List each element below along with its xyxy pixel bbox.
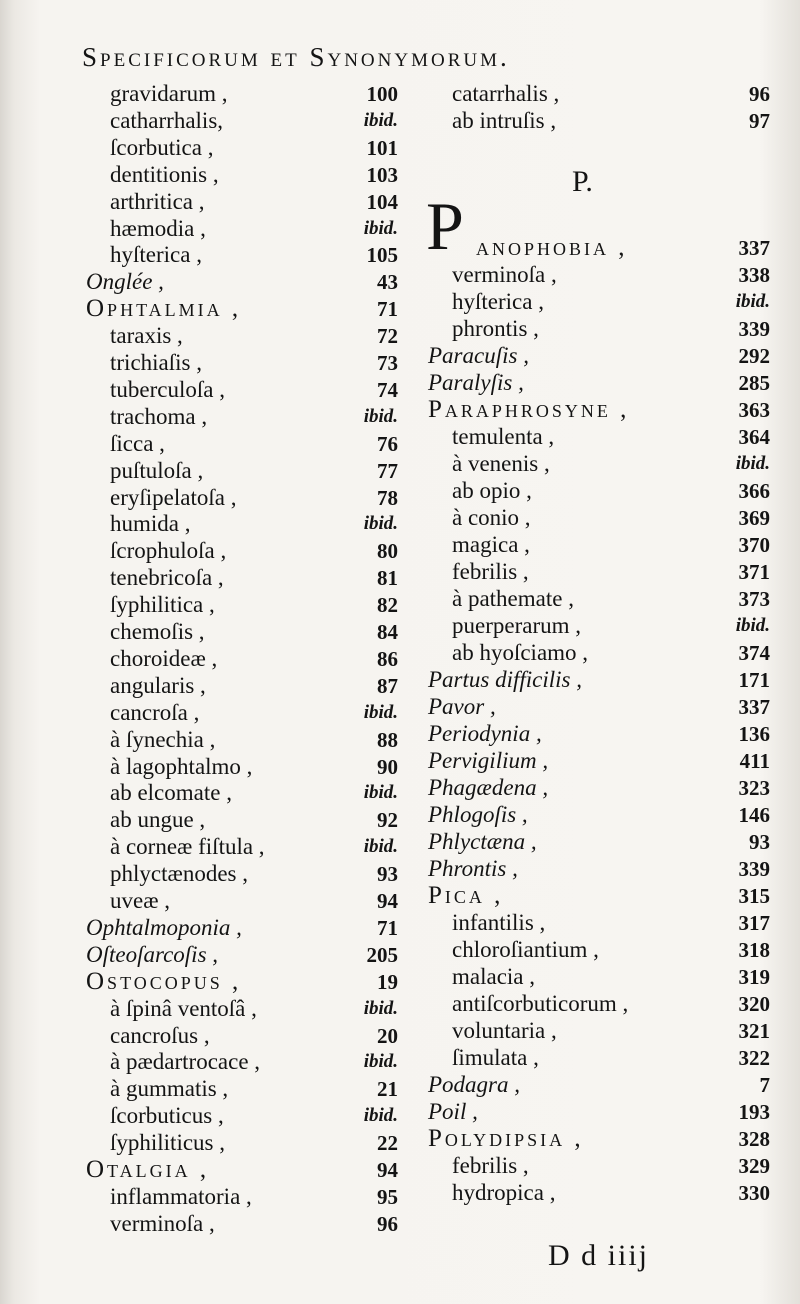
index-term: cancroſus , (110, 1023, 210, 1048)
index-entry (86, 241, 406, 269)
index-term: ſcorbutica , (110, 135, 214, 160)
page-reference: 96 (749, 82, 770, 106)
page-reference: 339 (738, 857, 770, 881)
index-term: gravidarum , (110, 81, 228, 106)
index-entry (86, 645, 406, 673)
index-term: Phrontis , (428, 856, 518, 881)
page-reference: 370 (738, 533, 770, 557)
index-entry (86, 1102, 406, 1130)
index-term: trachoma , (110, 404, 208, 429)
page-reference: 193 (738, 1100, 770, 1124)
page-reference: 93 (749, 830, 770, 854)
index-entry (86, 618, 406, 646)
index-term: phrontis , (452, 316, 539, 341)
index-entry (86, 1183, 406, 1211)
index-entry (428, 396, 770, 424)
page-reference: 80 (377, 539, 398, 563)
page-reference: 22 (377, 1131, 398, 1155)
index-term: Podagra , (428, 1072, 520, 1097)
index-term: inflammatoria , (110, 1184, 252, 1209)
index-term: ſyphilitica , (110, 592, 215, 617)
index-term: hyſterica , (110, 242, 202, 267)
index-entry (428, 1017, 770, 1045)
index-entry (428, 747, 770, 775)
page-reference: ibid. (363, 513, 398, 534)
index-term: chemoſis , (110, 619, 205, 644)
signature-mark: D d iiij (548, 1239, 650, 1272)
page-reference: 317 (738, 911, 770, 935)
index-entry (428, 342, 770, 370)
index-term: à corneæ fiſtula , (110, 834, 265, 859)
index-entry (428, 909, 770, 937)
page-reference: 136 (738, 722, 770, 746)
index-entry (86, 1022, 406, 1050)
index-entry (86, 376, 406, 404)
index-term: malacia , (452, 964, 536, 989)
page-reference: 94 (377, 889, 398, 913)
page-reference: 205 (366, 943, 398, 967)
index-term: ſyphiliticus , (110, 1130, 225, 1155)
index-entry (86, 349, 406, 377)
page-reference: 321 (738, 1019, 770, 1043)
index-term: hyſterica , (452, 289, 544, 314)
index-term: eryſipelatoſa , (110, 485, 237, 510)
index-term: choroideæ , (110, 646, 218, 671)
index-entry (86, 1129, 406, 1157)
page-reference: 95 (377, 1185, 398, 1209)
page-reference: ibid. (735, 615, 770, 636)
index-term: antiſcorbuticorum , (452, 991, 629, 1016)
index-entry (86, 134, 406, 162)
index-entry (428, 1179, 770, 1207)
page-reference: 320 (738, 992, 770, 1016)
page-reference: 338 (738, 263, 770, 287)
page-reference: ibid. (735, 291, 770, 312)
page-reference: 337 (738, 236, 770, 260)
index-entry (86, 672, 406, 700)
index-term: à pædartrocace , (110, 1049, 261, 1074)
page-reference: 322 (738, 1046, 770, 1070)
index-term: ſcrophuloſa , (110, 538, 227, 563)
index-entry (86, 779, 406, 807)
index-term: tenebricoſa , (110, 565, 224, 590)
index-term: à pathemate , (452, 586, 574, 611)
index-term: Phlyctæna , (428, 829, 537, 854)
index-entry (86, 295, 406, 323)
page-reference: 21 (377, 1077, 398, 1101)
page-reference: 97 (749, 109, 770, 133)
page-reference: 330 (738, 1181, 770, 1205)
index-term: ab ungue , (110, 807, 206, 832)
index-term: phlyctænodes , (110, 861, 248, 886)
index-term: ſicca , (110, 431, 165, 456)
index-entry (428, 531, 770, 559)
page-reference: 73 (377, 351, 398, 375)
index-term: verminoſa , (110, 1211, 215, 1236)
index-term: chloroſiantium , (452, 937, 599, 962)
page-reference: 171 (738, 668, 770, 692)
index-term: Paracuſis , (428, 343, 529, 368)
index-term: Pavor , (428, 694, 496, 719)
page-reference: 374 (738, 641, 770, 665)
index-entry (86, 941, 406, 969)
index-term: puerperarum , (452, 613, 581, 638)
index-entry (86, 699, 406, 727)
index-term: à ſpinâ ventoſâ , (110, 996, 257, 1021)
index-entry (428, 369, 770, 397)
index-entry (428, 963, 770, 991)
page-reference: 71 (377, 297, 398, 321)
index-entry (428, 774, 770, 802)
page-reference: ibid. (363, 782, 398, 803)
index-entry (86, 860, 406, 888)
index-term: catharrhalis, (110, 108, 224, 133)
index-entry (428, 107, 770, 135)
index-term: Otalgia , (86, 1156, 210, 1183)
index-entry (86, 430, 406, 458)
page-reference: ibid. (363, 1105, 398, 1126)
index-term: tuberculoſa , (110, 377, 225, 402)
index-entry (86, 806, 406, 834)
index-entry (86, 887, 406, 915)
index-entry (86, 833, 406, 861)
index-entry (86, 1048, 406, 1076)
index-term: Pica , (428, 882, 504, 909)
section-letter-heading: P. (572, 165, 593, 198)
index-entry (428, 1152, 770, 1180)
index-entry (86, 188, 406, 216)
index-entry (428, 720, 770, 748)
index-term: angularis , (110, 673, 206, 698)
page-reference: ibid. (363, 406, 398, 427)
index-term: Ostocopus , (86, 968, 242, 995)
index-term: à lagophtalmo , (110, 754, 253, 779)
page-reference: 323 (738, 776, 770, 800)
index-entry (86, 457, 406, 485)
index-term: ab opio , (452, 478, 532, 503)
index-term: Paralyſis , (428, 370, 524, 395)
index-entry (428, 261, 770, 289)
page-reference: 72 (377, 324, 398, 348)
page-reference: 285 (738, 371, 770, 395)
page-reference: 88 (377, 728, 398, 752)
index-term: Phagædena , (428, 775, 549, 800)
page-reference: ibid. (363, 1051, 398, 1072)
index-entry (428, 234, 770, 262)
index-entry (428, 1125, 770, 1153)
page-reference: ibid. (363, 218, 398, 239)
index-entry (428, 1071, 770, 1099)
index-entry (86, 537, 406, 565)
index-term: temulenta , (452, 424, 555, 449)
index-term: dentitionis , (110, 162, 219, 187)
index-entry (428, 585, 770, 613)
index-entry (428, 828, 770, 856)
page-reference: ibid. (363, 110, 398, 131)
index-entry (86, 484, 406, 512)
index-term: puſtuloſa , (110, 458, 204, 483)
drop-capital: P (426, 188, 464, 264)
page-reference: 364 (738, 425, 770, 449)
index-term: cancroſa , (110, 700, 200, 725)
page-reference: ibid. (363, 998, 398, 1019)
index-entry (86, 80, 406, 108)
index-term: Polydipsia , (428, 1125, 584, 1152)
index-term: Pervigilium , (428, 748, 549, 773)
page-reference: 103 (366, 163, 398, 187)
page-reference: ibid. (363, 702, 398, 723)
page-reference: 93 (377, 862, 398, 886)
page-reference: 82 (377, 593, 398, 617)
page-reference: 366 (738, 479, 770, 503)
page-reference: 411 (739, 749, 770, 773)
page-reference: 292 (738, 344, 770, 368)
page-reference: 90 (377, 755, 398, 779)
index-term: Ophtalmia , (86, 295, 242, 322)
index-term: catarrhalis , (452, 81, 560, 106)
index-entry (428, 477, 770, 505)
page-reference: 146 (738, 803, 770, 827)
index-term: magica , (452, 532, 530, 557)
index-term: Oſteoſarcoſis , (86, 942, 219, 967)
index-term: à venenis , (452, 451, 550, 476)
index-term: voluntaria , (452, 1018, 557, 1043)
index-entry (428, 882, 770, 910)
index-term: verminoſa , (452, 262, 557, 287)
index-entry (86, 403, 406, 431)
page-reference: ibid. (735, 453, 770, 474)
index-entry (86, 914, 406, 942)
page-reference: 371 (738, 560, 770, 584)
index-entry (86, 591, 406, 619)
index-entry (428, 855, 770, 883)
index-term: uveæ , (110, 888, 171, 913)
index-entry (86, 1210, 406, 1238)
page-reference: 337 (738, 695, 770, 719)
index-entry (428, 801, 770, 829)
index-term: ab elcomate , (110, 780, 232, 805)
page-reference: 315 (738, 884, 770, 908)
index-entry (86, 215, 406, 243)
index-term: à gummatis , (110, 1076, 229, 1101)
page-reference: 96 (377, 1212, 398, 1236)
index-term: trichiaſis , (110, 350, 202, 375)
index-entry (428, 80, 770, 108)
index-term: Onglée , (86, 269, 164, 294)
page-reference: 104 (366, 190, 398, 214)
page-reference: 43 (377, 270, 398, 294)
page-reference: 328 (738, 1127, 770, 1151)
index-entry (428, 693, 770, 721)
index-entry (428, 990, 770, 1018)
index-entry (428, 288, 770, 316)
index-entry (86, 510, 406, 538)
index-term: ſimulata , (452, 1045, 539, 1070)
index-term: Poil , (428, 1099, 478, 1124)
index-entry (428, 612, 770, 640)
index-entry (428, 666, 770, 694)
index-term: febrilis , (452, 1153, 529, 1178)
page-reference: 78 (377, 486, 398, 510)
page-reference: 363 (738, 398, 770, 422)
page-reference: 87 (377, 674, 398, 698)
index-entry (86, 753, 406, 781)
page-reference: 71 (377, 916, 398, 940)
index-term: ab intruſis , (452, 108, 557, 133)
index-entry (86, 161, 406, 189)
index-entry (86, 968, 406, 996)
page-reference: 74 (377, 378, 398, 402)
page-reference: 369 (738, 506, 770, 530)
index-term: febrilis , (452, 559, 529, 584)
index-term: infantilis , (452, 910, 546, 935)
index-term: Ophtalmoponia , (86, 915, 242, 940)
index-term: Periodynia , (428, 721, 542, 746)
index-entry (86, 726, 406, 754)
page-reference: 76 (377, 432, 398, 456)
page-reference: 7 (759, 1073, 770, 1097)
page-reference: 94 (377, 1158, 398, 1182)
index-entry (86, 1075, 406, 1103)
index-term: hydropica , (452, 1180, 556, 1205)
index-term: taraxis , (110, 323, 183, 348)
index-entry (428, 315, 770, 343)
page-reference: 20 (377, 1024, 398, 1048)
index-term: ab hyoſciamo , (452, 640, 589, 665)
page-reference: 329 (738, 1154, 770, 1178)
page-reference: 77 (377, 459, 398, 483)
running-header: Specificorum et Synonymorum. (82, 42, 510, 72)
index-term: anophobia , (476, 234, 628, 261)
index-entry (86, 1156, 406, 1184)
page-reference: 319 (738, 965, 770, 989)
page-reference: 92 (377, 808, 398, 832)
index-entry (428, 936, 770, 964)
index-entry (86, 322, 406, 350)
index-entry (86, 995, 406, 1023)
page-reference: 318 (738, 938, 770, 962)
index-term: hæmodia , (110, 216, 206, 241)
index-entry (428, 1044, 770, 1072)
index-entry (428, 423, 770, 451)
index-term: Phlogoſis , (428, 802, 528, 827)
index-term: ſcorbuticus , (110, 1103, 224, 1128)
index-term: arthritica , (110, 189, 205, 214)
page-reference: 339 (738, 317, 770, 341)
index-entry (428, 1098, 770, 1126)
index-entry (86, 107, 406, 135)
index-entry (86, 564, 406, 592)
page-reference: 86 (377, 647, 398, 671)
page-reference: ibid. (363, 836, 398, 857)
index-entry (86, 268, 406, 296)
page-reference: 100 (366, 82, 398, 106)
index-entry (428, 639, 770, 667)
index-entry (428, 450, 770, 478)
index-term: à conio , (452, 505, 531, 530)
page-reference: 84 (377, 620, 398, 644)
index-entry (428, 558, 770, 586)
page-reference: 373 (738, 587, 770, 611)
index-term: humida , (110, 511, 191, 536)
page-reference: 81 (377, 566, 398, 590)
index-term: Paraphrosyne , (428, 396, 630, 423)
index-entry (428, 504, 770, 532)
index-term: à ſynechia , (110, 727, 216, 752)
page-reference: 105 (366, 243, 398, 267)
index-term: Partus difficilis , (428, 667, 582, 692)
page-reference: 19 (377, 970, 398, 994)
page-reference: 101 (366, 136, 398, 160)
